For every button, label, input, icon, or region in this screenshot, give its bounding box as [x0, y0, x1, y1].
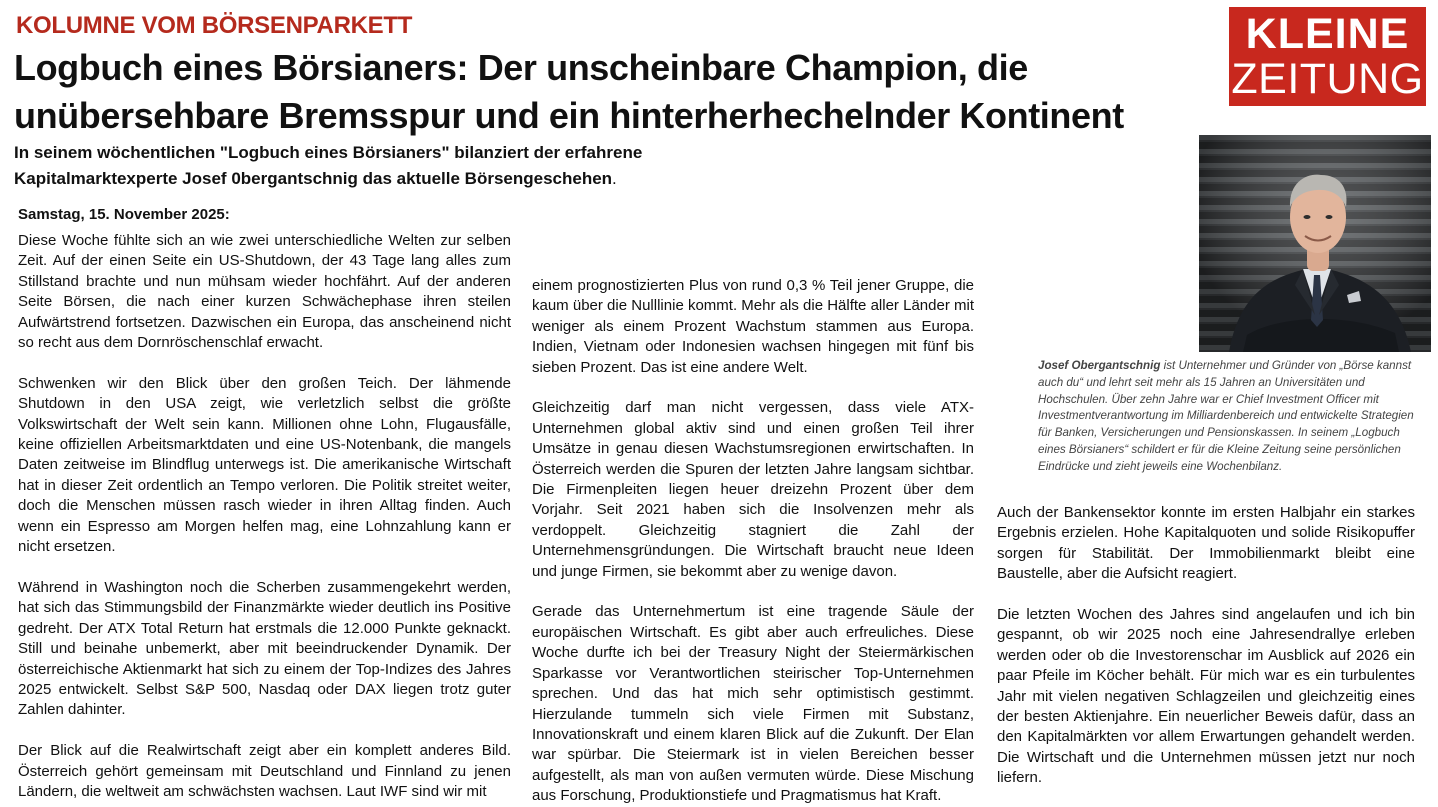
paragraph: Die letzten Wochen des Jahres sind angelaufen und ich bin gespannt, ob wir 2025 noch eine Jahresendrallye erleben werden oder ob die Investorenschar im Ausblick auf 2026 ein paar Pfeile im Köcher behält. Für mich war es ein turbulentes Jahr mit vielen negativen Schlagzeilen und gleichzeitig eines der besten Aktienjahre. Ein neuerlicher Beweis dafür, dass an den Kapitalmärkten vor allem Erwartungen gehandelt werden. Die Wirtschaft und die Unternehmen müssen jetzt nur noch liefern. [997, 606, 1415, 787]
paragraph: Schwenken wir den Blick über den großen Teich. Der lähmende Shutdown in den USA zeigt, wie verletzlich selbst die größte Volkswirtschaft der Welt sein kann. Millionen ohne Lohn, Flugausfälle, keine offiziellen Arbeitsmarktdaten und eine US-Notenbank, die mangels Daten zeitweise im Blindflug unterwegs ist. Die amerikanische Wirtschaft hat in dieser Zeit ordentlich an Tempo verloren. Die Politik streitet weiter, doch die Menschen müssen rasch wieder in ihren Alltag finden. Auch wenn ein Espresso am Morgen helfen mag, eine Lohnzahlung kann er nicht ersetzen. [18, 374, 511, 556]
article-date: Samstag, 15. November 2025: [18, 206, 230, 223]
article-column-1 [18, 231, 511, 802]
paragraph: einem prognostizierten Plus von rund 0,3 % Teil jener Gruppe, die kaum über die Nulllinie kommt. Mehr als die Hälfte aller Länder mit weniger als einem Prozent Wachstum stammen aus Europa. Indien, Vietnam oder Indonesien wachsen hingegen mit fünf bis sieben Prozent. Das ist eine andere Welt. [532, 277, 974, 376]
paragraph: Gerade das Unternehmertum ist eine tragende Säule der europäischen Wirtschaft. Es gibt aber auch erfreuliches. Diese Woche durfte ich bei der Treasury Night der Steiermärkischen Sparkasse vor Verantwortlichen steirischer Top-Unternehmen sprechen. Und das hat mich sehr optimistisch gestimmt. Hierzulande tummeln sich viele Firmen mit Substanz, Innovationskraft und einem klaren Blick auf die Zukunft. Der Elan war spürbar. Die Steiermark ist in vielen Bereichen besser aufgestellt, als man von außen vermuten würde. Diese Mischung aus Forschung, Produktionstiefe und Pragmatismus hat Kraft. [532, 603, 974, 805]
column-kicker: KOLUMNE VOM BÖRSENPARKETT [16, 12, 413, 39]
article-headline: Logbuch eines Börsianers: Der unscheinbare Champion, die unübersehbare Bremsspur und ein hinterherhechelnder Kontinent [14, 47, 1124, 136]
paragraph: Gleichzeitig darf man nicht vergessen, dass viele ATX-Unternehmen global aktiv sind und einen großen Teil ihrer Umsätze in genau diesen Wachstumsregionen erwirtschaften. In Österreich werden die Spuren der letzten Jahre langsam sichtbar. Die Firmenpleiten liegen heuer dreizehn Prozent über dem Vorjahr. Seit 2021 haben sich die Insolvenzen mehr als verdoppelt. Gleichzeitig stagniert die Zahl der Unternehmensgründungen. Die Wirtschaft braucht neue Ideen und junge Firmen, sie bekommt aber zu wenige davon. [532, 399, 974, 580]
lead-line-2: Kapitalmarktexperte Josef 0bergantschnig das aktuelle Börsengeschehen [14, 169, 613, 188]
article-lead [14, 140, 714, 192]
logo-line-1: KLEINE [1245, 9, 1410, 58]
paragraph: Auch der Bankensektor konnte im ersten Halbjahr ein starkes Ergebnis erzielen. Hohe Kapitalquoten und solide Risikopuffer sorgen für Stabilität. Der Immobilienmarkt bleibt eine Baustelle, aber die Aufsicht reagiert. [997, 504, 1415, 583]
author-portrait-photo [1199, 135, 1431, 352]
article-column-2 [532, 276, 974, 807]
lead-line-2-end: . [612, 169, 617, 188]
paragraph: Diese Woche fühlte sich an wie zwei unterschiedliche Welten zur selben Zeit. Auf der einen Seite ein US-Shutdown, der 43 Tage lang alles zum Stillstand brachte und nun mühsam wieder hochfährt. Auf der anderen Seite Börsen, die nach einer kurzen Schwächephase ihren steilen Aufwärtstrend fortsetzen. Dazwischen ein Europa, das anscheinend nicht so recht aus dem Dornröschenschlaf erwacht. [18, 232, 511, 352]
logo-line-2: ZEITUNG [1231, 54, 1424, 103]
kleine-zeitung-logo[interactable] [1229, 7, 1426, 106]
caption-text: ist Unternehmer und Gründer von „Börse kannst auch du“ und lehrt seit mehr als 15 Jahren an Universitäten und Hochschulen. Über zehn Jahre war er Chief Investment Officer mit Investmentverantwortung im Milliardenbereich und entwickelte Strategien für Banken, Versicherungen und Pensionskassen. In seinem „Logbuch eines Börsianers“ schildert er für die Kleine Zeitung seine persönlichen Eindrücke und zieht jeweils eine Wochenbilanz. [1038, 359, 1414, 473]
author-caption [1038, 358, 1428, 476]
paragraph: Der Blick auf die Realwirtschaft zeigt aber ein komplett anderes Bild. Österreich gehört gemeinsam mit Deutschland und Finnland zu jenen Ländern, die weltweit am schwächsten wachsen. Laut IWF sind wir mit [18, 742, 511, 800]
lead-line-1: In seinem wöchentlichen "Logbuch eines Börsianers" bilanziert der erfahrene [14, 143, 643, 162]
article-column-3 [997, 503, 1415, 789]
caption-author-name: Josef Obergantschnig [1038, 359, 1161, 372]
author-portrait-icon [1199, 135, 1431, 352]
paragraph: Während in Washington noch die Scherben zusammengekehrt werden, hat sich das Stimmungsbild der Finanzmärkte wieder deutlich ins Positive gedreht. Der ATX Total Return hat erstmals die 12.000 Punkte geknackt. Still und beinahe unbemerkt, aber mit beeindruckender Dynamik. Der österreichische Aktienmarkt hat sich zu einem der Top-Indizes des Jahres 2025 entwickelt. Selbst S&P 500, Nasdaq oder DAX liegen trotz guter Zahlen dahinter. [18, 578, 511, 719]
